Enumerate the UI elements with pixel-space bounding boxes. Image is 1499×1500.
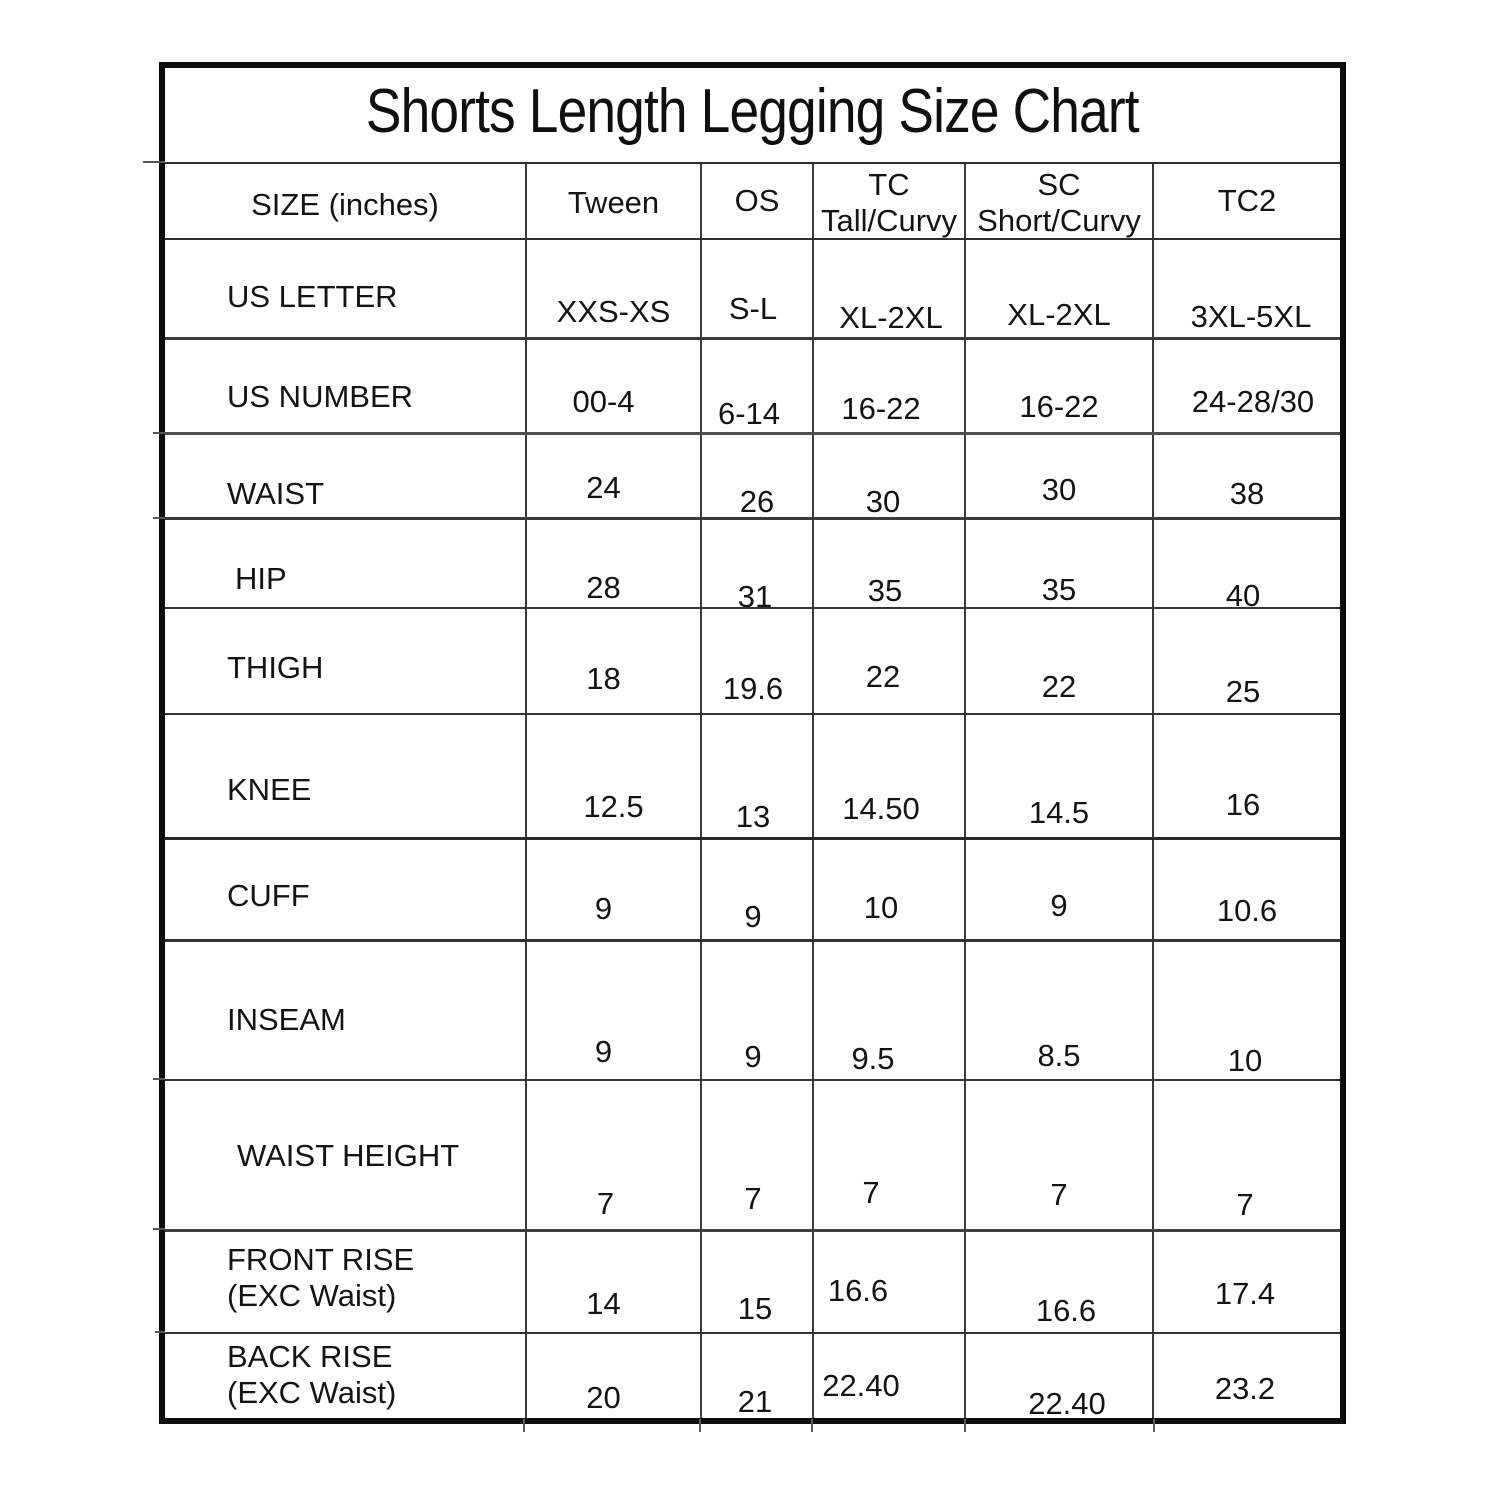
header-os-label: OS bbox=[734, 183, 780, 218]
cell bbox=[964, 435, 1152, 517]
table-row-us-letter bbox=[165, 238, 1340, 337]
scan-line-artifact bbox=[153, 517, 165, 519]
header-sc-line2: Short/Curvy bbox=[977, 203, 1141, 238]
cell bbox=[1152, 520, 1340, 613]
row-label-line2: (EXC Waist) bbox=[227, 1278, 397, 1313]
header-sc bbox=[964, 164, 1152, 238]
cell-value: 24 bbox=[586, 470, 621, 505]
row-label-cell bbox=[165, 240, 525, 337]
cell bbox=[700, 435, 812, 517]
row-label: US LETTER bbox=[227, 278, 398, 314]
cell-value: 19.6 bbox=[722, 671, 784, 706]
cell-value: 9.5 bbox=[851, 1040, 895, 1076]
cell-value: 14.5 bbox=[1028, 795, 1090, 830]
cell-value: 35 bbox=[1041, 571, 1077, 607]
cell-value: 35 bbox=[867, 572, 903, 608]
cell-value: 26 bbox=[739, 484, 775, 519]
cell-value: 7 bbox=[596, 1186, 615, 1221]
header-size bbox=[165, 164, 525, 238]
cell bbox=[525, 1232, 700, 1332]
cell bbox=[1152, 1232, 1340, 1332]
cell bbox=[1152, 840, 1340, 939]
cell-value: 14 bbox=[586, 1286, 621, 1321]
cell-value: 10.6 bbox=[1216, 892, 1278, 928]
scan-line-artifact bbox=[1153, 1419, 1155, 1432]
cell-value: 22 bbox=[865, 659, 901, 694]
cell-value: 20 bbox=[586, 1380, 621, 1415]
cell-value: XL-2XL bbox=[839, 299, 943, 335]
cell bbox=[964, 1081, 1152, 1229]
cell-value: 9 bbox=[1050, 887, 1068, 923]
cell bbox=[700, 240, 812, 337]
cell bbox=[700, 840, 812, 939]
cell bbox=[812, 840, 964, 939]
header-tc-label bbox=[821, 167, 957, 239]
scan-line-artifact bbox=[964, 1419, 966, 1432]
cell-value: 16 bbox=[1225, 787, 1261, 822]
cell-value: 16.6 bbox=[827, 1273, 889, 1308]
cell bbox=[964, 840, 1152, 939]
cell bbox=[812, 609, 964, 713]
cell-value: 22.40 bbox=[822, 1368, 900, 1403]
cell bbox=[700, 715, 812, 837]
cell-value: 24-28/30 bbox=[1191, 384, 1315, 419]
cell-value: 23.2 bbox=[1214, 1371, 1276, 1406]
cell-value: XXS-XS bbox=[556, 293, 671, 329]
cell bbox=[964, 609, 1152, 713]
cell-value: 7 bbox=[1236, 1187, 1254, 1222]
row-label: WAIST bbox=[227, 476, 325, 511]
cell bbox=[812, 240, 964, 337]
row-label: CUFF bbox=[227, 877, 310, 913]
cell bbox=[964, 520, 1152, 607]
cell bbox=[964, 942, 1152, 1079]
cell bbox=[525, 840, 700, 939]
cell-value: 14.50 bbox=[842, 791, 920, 826]
header-sc-label bbox=[977, 167, 1141, 239]
cell bbox=[1152, 609, 1340, 713]
cell bbox=[700, 1334, 812, 1418]
cell-value: 8.5 bbox=[1037, 1037, 1081, 1073]
cell bbox=[812, 715, 964, 837]
row-label-cell bbox=[165, 1081, 525, 1229]
header-sc-line1: SC bbox=[1037, 167, 1081, 202]
cell-value: 9 bbox=[594, 890, 613, 926]
chart-title-cell bbox=[165, 68, 1340, 162]
cell bbox=[525, 520, 700, 607]
cell bbox=[700, 1081, 812, 1229]
scan-line-artifact bbox=[153, 1078, 165, 1080]
cell bbox=[812, 520, 964, 607]
cell bbox=[812, 1334, 964, 1418]
header-tc2 bbox=[1152, 164, 1340, 238]
cell-value: 17.4 bbox=[1214, 1276, 1276, 1311]
row-label-cell bbox=[165, 435, 525, 517]
scan-line-artifact bbox=[811, 1419, 813, 1432]
cell bbox=[1152, 435, 1340, 517]
row-label-line1: FRONT RISE bbox=[227, 1242, 415, 1277]
cell-value: 9 bbox=[744, 1038, 762, 1074]
header-os bbox=[700, 164, 812, 238]
cell bbox=[964, 1232, 1152, 1332]
cell bbox=[525, 942, 700, 1079]
cell-value: XL-2XL bbox=[1007, 296, 1111, 332]
cell-value: 31 bbox=[737, 578, 773, 614]
cell bbox=[1152, 340, 1340, 432]
cell bbox=[525, 1334, 700, 1418]
cell bbox=[1152, 1334, 1340, 1418]
row-label-line1: BACK RISE bbox=[227, 1339, 393, 1374]
cell bbox=[700, 609, 812, 713]
row-label: INSEAM bbox=[227, 1001, 346, 1037]
cell bbox=[812, 1232, 964, 1332]
row-label-line2: (EXC Waist) bbox=[227, 1375, 397, 1410]
cell bbox=[812, 340, 964, 432]
cell-value: 16-22 bbox=[841, 391, 921, 426]
row-label: THIGH bbox=[227, 650, 324, 685]
cell-value: 10 bbox=[863, 889, 899, 925]
scan-line-artifact bbox=[153, 432, 165, 434]
row-label-cell bbox=[165, 609, 525, 713]
table-row-knee bbox=[165, 713, 1340, 837]
cell-value: 28 bbox=[586, 569, 621, 605]
size-chart-table bbox=[159, 62, 1346, 1424]
row-label bbox=[227, 1339, 396, 1411]
row-label-cell bbox=[165, 942, 525, 1079]
header-tween-label: Tween bbox=[567, 185, 660, 220]
cell-value: 12.5 bbox=[583, 789, 644, 824]
cell bbox=[525, 715, 700, 837]
cell bbox=[1152, 240, 1340, 337]
scan-line-artifact bbox=[699, 1419, 701, 1432]
cell bbox=[964, 715, 1152, 837]
cell-value: 10 bbox=[1227, 1042, 1263, 1078]
row-label: KNEE bbox=[227, 772, 312, 807]
cell bbox=[812, 435, 964, 517]
cell bbox=[525, 609, 700, 713]
cell bbox=[1152, 1081, 1340, 1229]
header-size-label: SIZE (inches) bbox=[251, 187, 439, 222]
cell bbox=[1152, 942, 1340, 1079]
header-tc bbox=[812, 164, 964, 238]
cell-value: 16.6 bbox=[1035, 1293, 1097, 1328]
cell-value: 9 bbox=[744, 898, 762, 934]
row-label: WAIST HEIGHT bbox=[237, 1138, 460, 1173]
cell bbox=[964, 240, 1152, 337]
cell-value: 6-14 bbox=[717, 396, 781, 431]
cell bbox=[812, 942, 964, 1079]
scan-line-artifact bbox=[523, 1419, 525, 1432]
table-row-waist bbox=[165, 432, 1340, 517]
cell bbox=[700, 1232, 812, 1332]
cell bbox=[525, 340, 700, 432]
row-label: US NUMBER bbox=[227, 379, 414, 414]
cell-value: 3XL-5XL bbox=[1190, 298, 1312, 334]
cell-value: 7 bbox=[1050, 1177, 1068, 1212]
table-row-inseam bbox=[165, 939, 1340, 1079]
cell-value: 16-22 bbox=[1019, 389, 1099, 424]
cell bbox=[812, 1081, 964, 1229]
scan-line-artifact bbox=[155, 1331, 165, 1333]
header-row bbox=[165, 162, 1340, 238]
cell bbox=[964, 1334, 1152, 1421]
row-label bbox=[227, 1242, 414, 1314]
table-row-hip bbox=[165, 517, 1340, 614]
scan-line-artifact bbox=[153, 1228, 165, 1230]
table-row-us-number bbox=[165, 337, 1340, 432]
cell bbox=[700, 340, 812, 432]
row-label-cell bbox=[165, 715, 525, 837]
cell-value: 13 bbox=[735, 799, 771, 834]
table-row-waist-height bbox=[165, 1079, 1340, 1229]
header-tween bbox=[525, 164, 700, 238]
cell-value: 30 bbox=[1041, 472, 1077, 507]
cell-value: 18 bbox=[586, 661, 621, 696]
cell bbox=[700, 520, 812, 614]
cell-value: 40 bbox=[1225, 577, 1261, 613]
row-label: HIP bbox=[235, 560, 287, 596]
row-label-cell bbox=[165, 1232, 525, 1332]
row-label-cell bbox=[165, 1334, 525, 1418]
row-label-cell bbox=[165, 520, 525, 607]
cell-value: 22.40 bbox=[1028, 1386, 1106, 1421]
table-row-thigh bbox=[165, 607, 1340, 713]
header-tc-line2: Tall/Curvy bbox=[820, 203, 958, 238]
cell-value: 00-4 bbox=[572, 384, 635, 419]
header-tc-line1: TC bbox=[868, 167, 910, 202]
cell bbox=[964, 340, 1152, 432]
cell-value: 30 bbox=[865, 484, 901, 519]
cell-value: 38 bbox=[1229, 476, 1265, 511]
scan-line-artifact bbox=[143, 161, 165, 163]
chart-title: Shorts Length Legging Size Chart bbox=[366, 76, 1139, 146]
row-label-cell bbox=[165, 340, 525, 432]
cell bbox=[525, 1081, 700, 1229]
cell-value: 15 bbox=[737, 1291, 773, 1326]
row-label-cell bbox=[165, 840, 525, 939]
cell bbox=[1152, 715, 1340, 837]
cell-value: 22 bbox=[1041, 669, 1077, 704]
cell-value: S-L bbox=[728, 290, 778, 326]
table-row-cuff bbox=[165, 837, 1340, 939]
cell bbox=[525, 435, 700, 517]
cell-value: 7 bbox=[862, 1175, 880, 1210]
table-row-front-rise bbox=[165, 1229, 1340, 1332]
cell-value: 9 bbox=[594, 1033, 613, 1069]
cell bbox=[700, 942, 812, 1079]
table-row-back-rise bbox=[165, 1332, 1340, 1421]
cell bbox=[525, 240, 700, 337]
cell-value: 21 bbox=[737, 1384, 773, 1419]
cell-value: 7 bbox=[744, 1181, 762, 1216]
title-row bbox=[165, 68, 1340, 162]
cell-value: 25 bbox=[1225, 674, 1261, 709]
header-tc2-label: TC2 bbox=[1217, 183, 1277, 218]
